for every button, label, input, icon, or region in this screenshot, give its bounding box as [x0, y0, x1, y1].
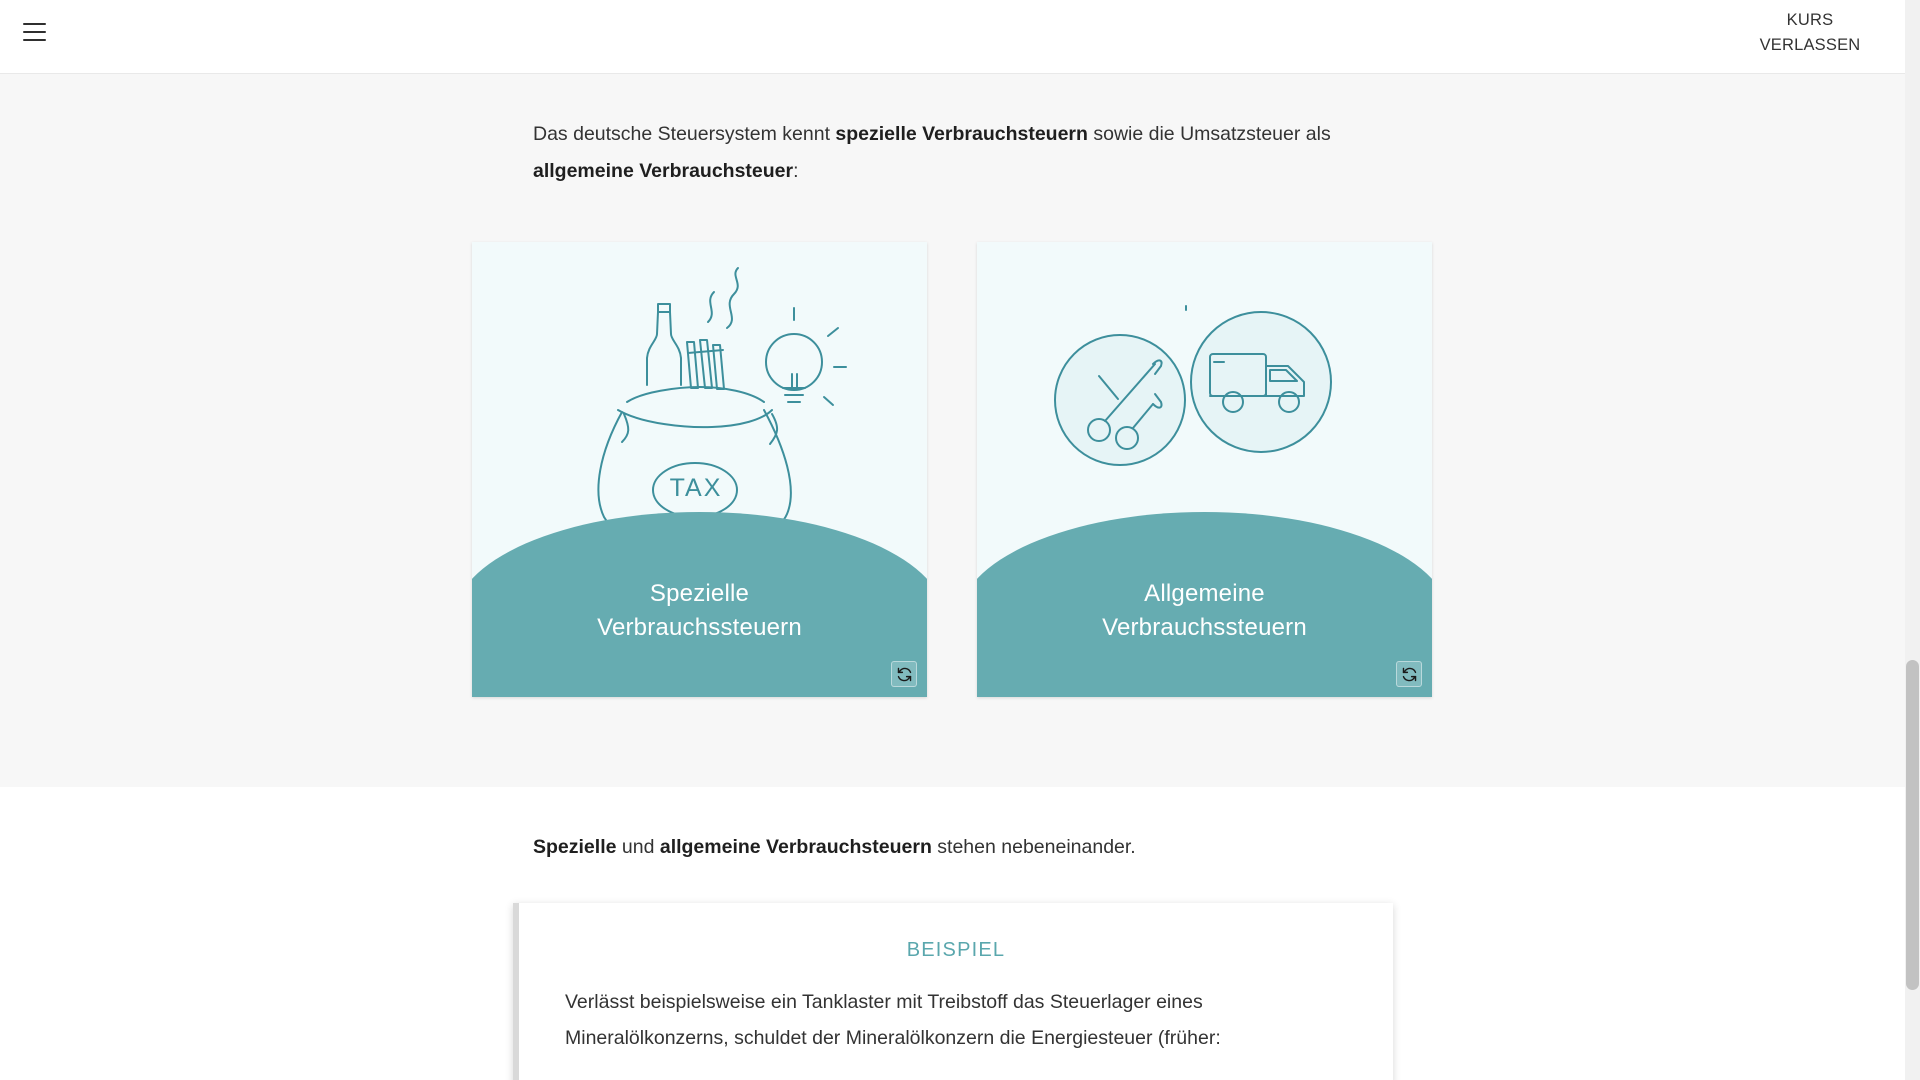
card-title-spezielle [472, 577, 927, 645]
hamburger-menu-icon[interactable] [14, 12, 54, 52]
example-title: BEISPIEL [906, 939, 1006, 961]
lower-tail: stehen nebeneinander. [931, 835, 1136, 858]
exit-course-label-line1: KURS [1786, 11, 1834, 29]
card-title-line2: Verbrauchssteuern [597, 614, 802, 641]
card-title-line1: Allgemeine [1144, 580, 1265, 607]
lower-bold2: allgemeine Verbrauchsteuern [659, 835, 932, 858]
card-title-line1: Spezielle [649, 580, 750, 607]
intro-paragraph [533, 116, 1393, 190]
card-illustration-label-tax: TAX [669, 474, 723, 502]
example-body [565, 984, 1347, 1056]
flip-refresh-icon[interactable] [891, 661, 917, 687]
card-title-line2: Verbrauchssteuern [1102, 614, 1307, 641]
flip-card-allgemeine[interactable] [977, 242, 1432, 697]
hamburger-line [23, 23, 46, 25]
intro-part3: : [793, 159, 799, 182]
hamburger-line [23, 31, 46, 33]
lower-mid: und [616, 835, 660, 858]
intro-bold1: spezielle Verbrauchsteuern [835, 122, 1088, 145]
intro-bold2: allgemeine Verbrauchsteuer [533, 159, 794, 182]
flip-card-group [472, 242, 1432, 697]
example-line2: Mineralölkonzerns, schuldet der Mineralölkonzern die Energiesteuer (früher: [565, 1027, 1221, 1049]
exit-course-button[interactable] [1740, 8, 1880, 58]
exit-course-label-line2: VERLASSEN [1759, 36, 1861, 54]
page-scrollbar-thumb[interactable] [1906, 660, 1919, 990]
top-bar [0, 0, 1920, 74]
intro-part2: sowie die Umsatzsteuer als [1087, 122, 1331, 145]
lower-bold1: Spezielle [533, 835, 617, 858]
card-title-allgemeine [977, 577, 1432, 645]
flip-refresh-icon[interactable] [1396, 661, 1422, 687]
intro-part1: Das deutsche Steuersystem kennt [533, 122, 836, 145]
lower-paragraph [533, 832, 1433, 862]
hamburger-line [23, 39, 46, 41]
example-callout [513, 903, 1393, 1080]
flip-card-spezielle[interactable] [472, 242, 927, 697]
example-line1: Verlässt beispielsweise ein Tanklaster mit Treibstoff das Steuerlager eines [565, 991, 1203, 1013]
